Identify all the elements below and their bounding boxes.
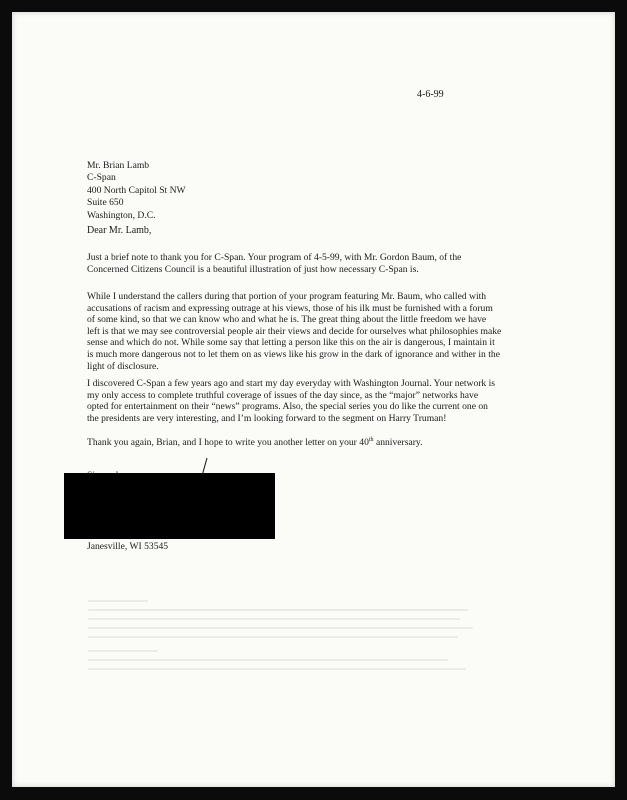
paragraph-line: sense and which do not. While some say that letting a person like this on the air is dangerous, I maintain it [87, 337, 495, 349]
paragraph-4-text: Thank you again, Brian, and I hope to write you another letter on your 40 [87, 437, 369, 448]
recipient-address [87, 160, 186, 222]
paragraph-3 [87, 378, 507, 424]
bleed-through-text [88, 600, 478, 710]
paragraph-line: Just a brief note to thank you for C-Span. Your program of 4-5-99, with Mr. Gordon Baum, of the [87, 252, 462, 263]
ordinal-suffix: th [368, 436, 374, 443]
paragraph-line: is much more dangerous not to let them on as views like his grow in the dark of ignorance and wither in the [87, 348, 500, 360]
letter-date: 4-6-99 [417, 89, 444, 100]
paragraph-4 [87, 437, 507, 449]
paragraph-line: While I understand the callers during that portion of your program featuring Mr. Baum, who called with [87, 291, 487, 302]
paragraph-line: left is that we may see controversial people air their views and decide for ourselves what philosophies make [87, 325, 502, 337]
paragraph-line: light of disclosure. [87, 360, 159, 372]
redaction-box [64, 473, 275, 539]
recipient-line: 400 North Capitol St NW [87, 184, 186, 196]
paragraph-line: the presidents are very interesting, and I’m looking forward to the segment on Harry Truman! [87, 412, 447, 424]
paragraph-line [87, 437, 507, 449]
recipient-line: C-Span [87, 172, 116, 184]
paragraph-line: opted for entertainment on their “news” programs. Also, the special series you do like the current one on [87, 401, 488, 413]
paragraph-4-end: anniversary. [373, 437, 423, 448]
paragraph-1 [87, 252, 507, 275]
recipient-line: Washington, D.C. [87, 209, 156, 221]
paragraph-2 [87, 291, 507, 372]
salutation: Dear Mr. Lamb, [87, 225, 152, 236]
paragraph-line: of some kind, so that we can know who and what he is. The great thing about the little freedom we have [87, 314, 487, 326]
paragraph-line: accusations of racism and expressing outrage at his views, those of his ilk must be furnished with a forum [87, 302, 493, 314]
recipient-line: Mr. Brian Lamb [87, 160, 150, 171]
sender-city: Janesville, WI 53545 [87, 541, 169, 552]
paragraph-line: I discovered C-Span a few years ago and start my day everyday with Washington Journal. Your network is [87, 378, 496, 389]
recipient-line: Suite 650 [87, 197, 124, 209]
paragraph-line: my only access to complete truthful coverage of issues of the day since, as the “major” networks have [87, 389, 479, 401]
paragraph-line: Concerned Citizens Council is a beautiful illustration of just how necessary C-Span is. [87, 263, 419, 275]
